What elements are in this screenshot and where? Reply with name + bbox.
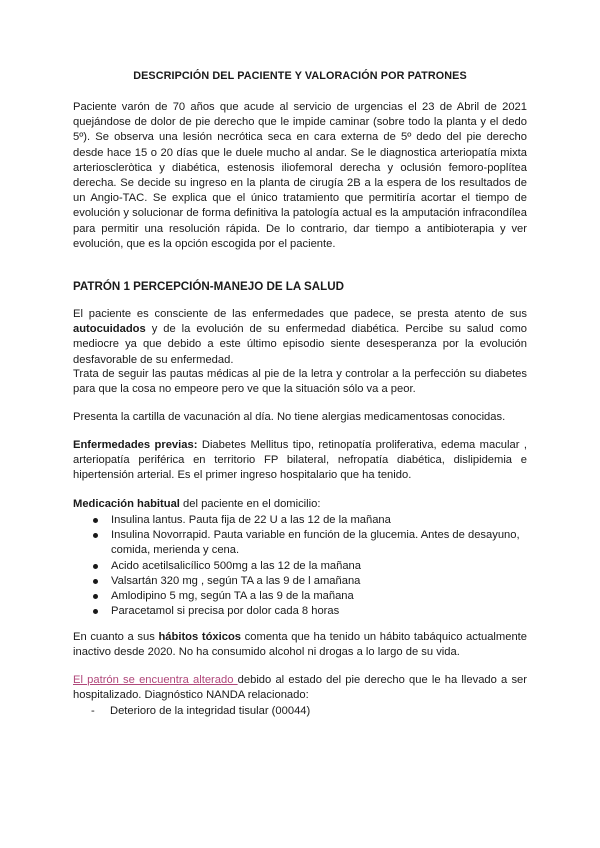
list-item: Insulina Novorrapid. Pauta variable en función de la glucemia. Antes de desayuno, comida, merienda y cena.: [91, 528, 527, 558]
list-item: Valsartán 320 mg , según TA a las 9 de l amañana: [91, 574, 527, 589]
bullet-icon: [93, 609, 98, 614]
bullet-icon: [93, 533, 98, 538]
list-item: Insulina lantus. Pauta fija de 22 U a las 12 de la mañana: [91, 513, 527, 528]
bullet-icon: [93, 518, 98, 523]
list-item: Acido acetilsalicílico 500mg a las 12 de la mañana: [91, 559, 527, 574]
list-item: Amlodipino 5 mg, según TA a las 9 de la mañana: [91, 589, 527, 604]
bullet-icon: [93, 579, 98, 584]
guidelines-paragraph: Trata de seguir las pautas médicas al pie de la letra y controlar a la perfección su diabetes para que la cosa no empeore pero ve que la situación sólo va a peor.: [73, 368, 527, 396]
pattern-altered-link[interactable]: El patrón se encuentra alterado: [73, 674, 238, 686]
section-heading: PATRÓN 1 PERCEPCIÓN-MANEJO DE LA SALUD: [73, 280, 344, 293]
list-item: Paracetamol si precisa por dolor cada 8 horas: [91, 604, 527, 619]
toxic-habits-term: hábitos tóxicos: [158, 631, 242, 643]
self-care-paragraph: El paciente es consciente de las enfermedades que padece, se presta atento de sus autocuidados y de la evolución de su enfermedad diabética. Percibe su salud como mediocre ya que debido a este último episodio siente desesperanza por la evolución desfavorable de su enfermedad.: [73, 308, 527, 366]
previous-diseases-paragraph: Enfermedades previas: Diabetes Mellitus tipo, retinopatía proliferativa, edema macular , arteriopatía periférica en territorio FP bilateral, nefropatía diabética, dislipidemia e hipertensión arterial. Es el primer ingreso hospitalario que ha tenido.: [73, 439, 527, 482]
page-title: DESCRIPCIÓN DEL PACIENTE Y VALORACIÓN POR PATRONES: [133, 70, 467, 82]
medication-list: [91, 513, 527, 619]
dash-icon: -: [91, 705, 95, 717]
nanda-list: [91, 704, 527, 719]
intro-paragraph: Paciente varón de 70 años que acude al servicio de urgencias el 23 de Abril de 2021 quejándose de dolor de pie derecho que le impide caminar (sobre todo la planta y el dedo 5º). Se observa una lesión necrótica seca en cara externa de 5º dedo del pie derecho desde hace 15 o 20 días que le duele mucho al andar. Se le diagnostica arteriopatía mixta arterioscleròtica y diabética, estenosis iliofemoral derecha y oclusión femoro-poplítea derecha. Se decide su ingreso en la planta de cirugía 2B a la espera de los resultados de un Angio-TAC. Se explica que el único tratamiento que permitiría acortar el tiempo de evolución y solucionar de forma definitiva la patología actual es la amputación infracondílea para permitir una resolución rápida. De lo contrario, dar tiempo a antibioterapia y ver evolución, que es la opción escogida por el paciente.: [73, 101, 527, 250]
medication-intro: Medicación habitual del paciente en el domicilio:: [73, 498, 321, 510]
bullet-icon: [93, 564, 98, 569]
previous-diseases-label: Enfermedades previas:: [73, 439, 198, 451]
list-item: - Deterioro de la integridad tisular (00044): [91, 704, 527, 719]
bullet-icon: [93, 594, 98, 599]
vaccination-paragraph: Presenta la cartilla de vacunación al día. No tiene alergias medicamentosas conocidas.: [73, 411, 506, 423]
self-care-term: autocuidados: [73, 323, 146, 336]
pattern-altered-paragraph: El patrón se encuentra alterado debido al estado del pie derecho que le ha llevado a ser hospitalizado. Diagnóstico NANDA relacionado:: [73, 674, 528, 702]
toxic-habits-paragraph: En cuanto a sus hábitos tóxicos comenta que ha tenido un hábito tabáquico actualmente inactivo desde 2020. No ha consumido alcohol ni drogas a lo largo de su vida.: [73, 631, 528, 659]
medication-label: Medicación habitual: [73, 498, 180, 510]
